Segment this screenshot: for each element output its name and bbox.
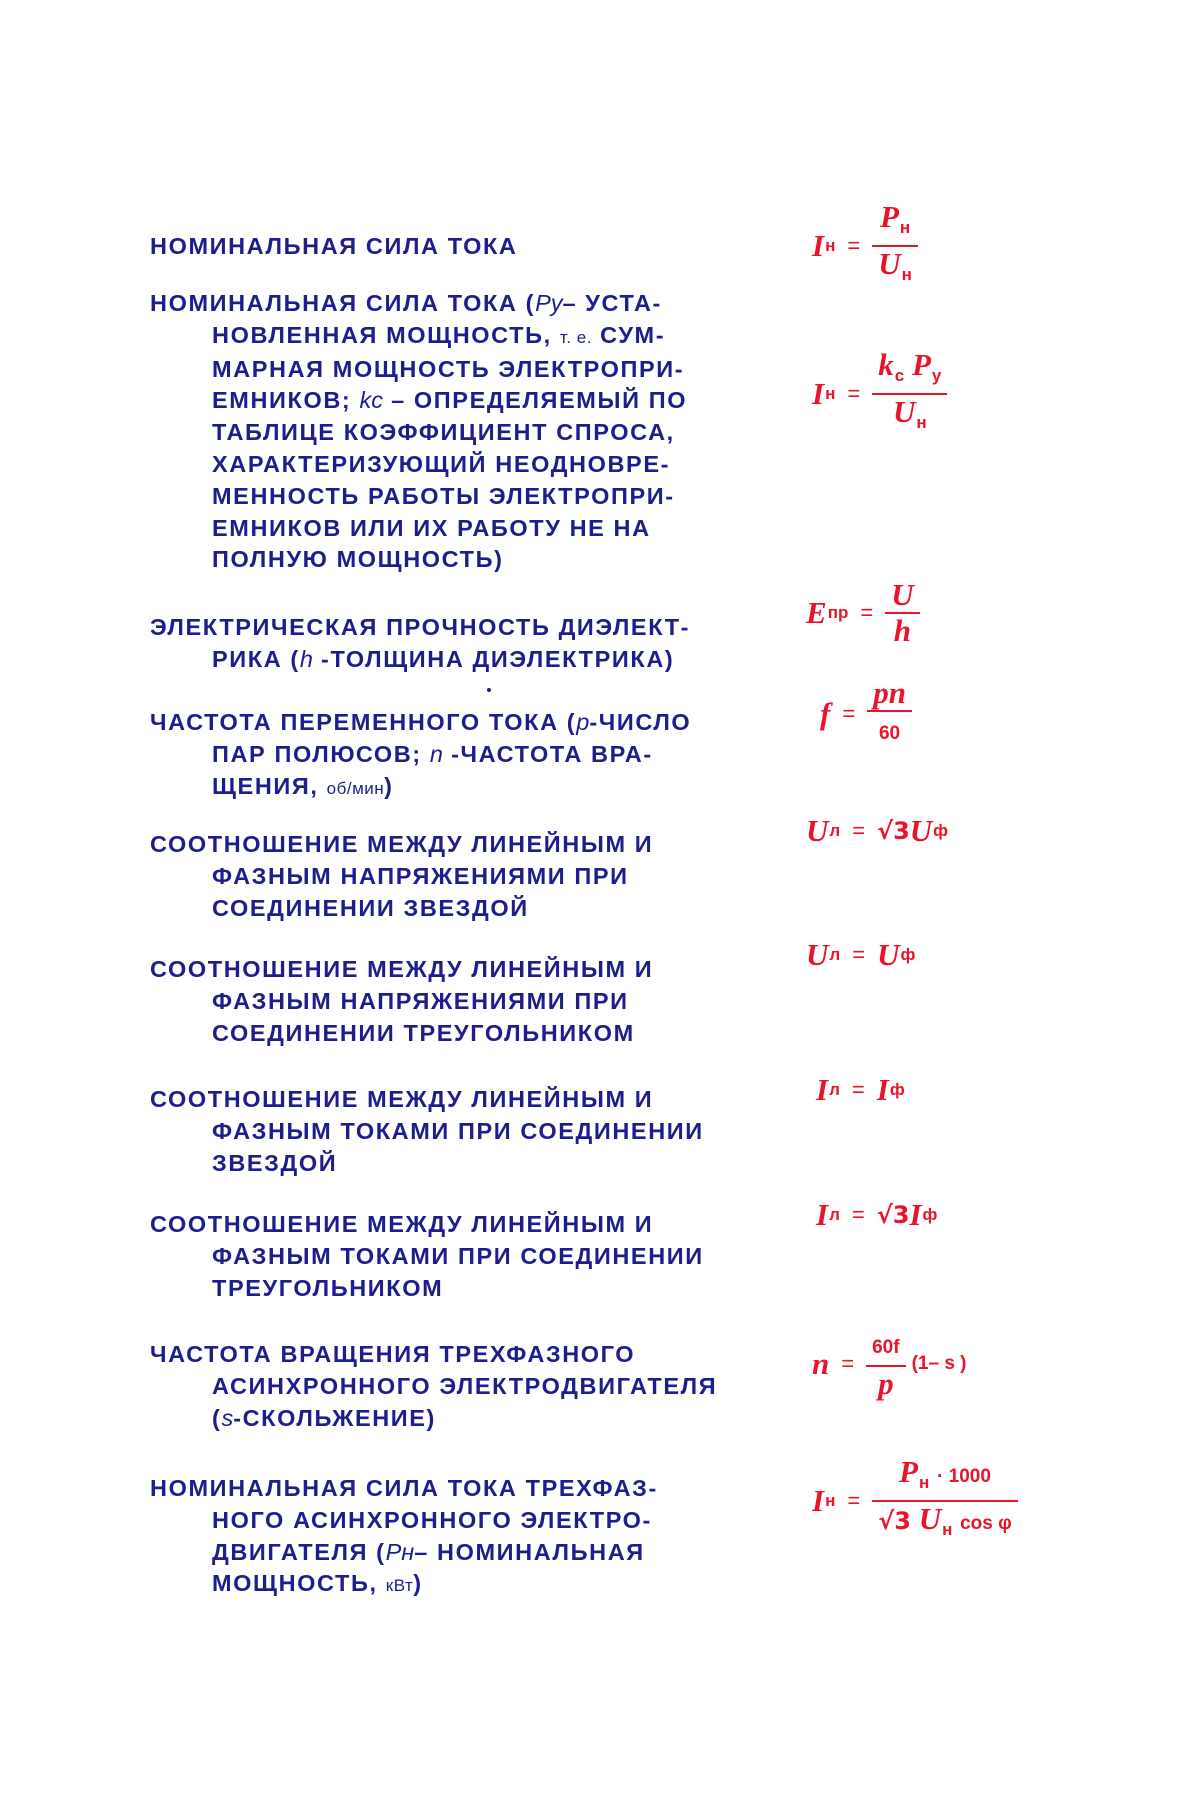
formula-tail: (1– s ) [911,1352,967,1374]
formula-lhs: U [806,813,829,848]
formula-subscript: c [894,366,905,385]
formula-lhs: U [806,937,829,972]
description-line: МАРНАЯ МОЩНОСТЬ ЭЛЕКТРОПРИ- [212,355,685,382]
equals-sign: = [847,1488,861,1513]
formula-motor-speed [812,1326,967,1401]
fraction-denominator [873,712,906,751]
formula-dielectric-strength [806,578,920,648]
text-fragment: ДВИГАТЕЛЯ ( [212,1538,386,1565]
fraction-denominator [872,1367,900,1401]
description-line: ТАБЛИЦЕ КОЭФФИЦИЕНТ СПРОСА, [212,419,675,446]
formula-subscript: н [901,265,912,284]
formula-subscript: ф [922,1205,938,1224]
formula-lhs: n [812,1345,830,1381]
formula-subscript: л [829,1080,840,1099]
symbol-fragment: kc [359,387,383,414]
small-text-fragment: кВт [385,1576,414,1596]
description-line: СООТНОШЕНИЕ МЕЖДУ ЛИНЕЙНЫМ И [150,1086,654,1112]
formula-motor-nominal-current [812,1455,1018,1547]
stray-dot [487,688,491,692]
description-line: СОЕДИНЕНИИ ТРЕУГОЛЬНИКОМ [212,1019,635,1046]
description-line: ФАЗНЫМ ТОКАМИ ПРИ СОЕДИНЕНИИ [212,1242,704,1269]
text-fragment: ( [212,1404,222,1431]
description-line: ФАЗНЫМ НАПРЯЖЕНИЯМИ ПРИ [212,862,629,889]
symbol-fragment: Pн [385,1538,415,1565]
text-fragment: -ЧАСТОТА ВРА- [442,740,653,767]
formula-lhs: I [816,1072,829,1107]
equals-sign: = [841,1350,855,1376]
description-line: СОЕДИНЕНИИ ЗВЕЗДОЙ [212,894,529,921]
denominator-symbol: h [893,613,912,648]
entry-description [150,231,800,263]
equals-sign: = [851,1202,865,1227]
formula-nominal-current-demand [812,348,947,440]
formula-subscript: н [825,1491,836,1510]
formula-subscript: ф [889,1080,905,1099]
description-line: СООТНОШЕНИЕ МЕЖДУ ЛИНЕЙНЫМ И [150,1211,654,1237]
description-line: ФАЗНЫМ ТОКАМИ ПРИ СОЕДИНЕНИИ [212,1117,704,1144]
text-fragment: НОВЛЕННАЯ МОЩНОСТЬ, [212,321,552,348]
entry-description [150,1209,800,1304]
formula-subscript: ф [933,821,949,840]
symbol-fragment: Py [535,290,563,316]
equals-sign: = [847,233,861,258]
denominator-symbol: U [878,246,901,281]
symbol-fragment: p [576,709,590,735]
symbol-fragment: n [429,740,443,767]
entry-description [150,829,800,924]
symbol-fragment: h [299,645,313,672]
formula-lhs: I [816,1197,829,1232]
formula-voltage-delta [806,937,915,973]
numerator-symbol: 60f [872,1337,900,1358]
fraction [885,578,919,648]
text-fragment: – НОМИНАЛЬНАЯ [414,1538,645,1565]
formula-rhs: I [909,1197,922,1232]
description-line: ПОЛНУЮ МОЩНОСТЬ) [212,546,504,573]
formula-subscript: н [942,1520,953,1539]
symbol-fragment: s [221,1404,234,1431]
description-line [150,644,800,676]
text-fragment: -ЧИСЛО [589,709,692,735]
formula-lhs: I [812,1483,825,1518]
small-text-fragment: т. е. [559,327,592,347]
formula-rhs: U [909,813,933,848]
entry-description [150,1473,800,1602]
denominator-symbol: p [878,1366,894,1401]
equals-sign: = [860,600,874,625]
fraction [867,676,912,751]
numerator-symbol: P [879,199,899,234]
numerator-symbol: U [891,577,914,612]
equals-sign: = [852,818,866,843]
text-fragment: ЧАСТОТА ПЕРЕМЕННОГО ТОКА ( [150,709,577,735]
description-line: АСИНХРОННОГО ЭЛЕКТРОДВИГАТЕЛЯ [212,1372,718,1399]
text-fragment: НОМИНАЛЬНАЯ СИЛА ТОКА ( [150,290,536,316]
description-line [150,288,800,320]
fraction-denominator [888,614,917,648]
fraction-numerator [872,348,947,393]
fraction [866,1326,905,1401]
description-line [150,1403,800,1435]
description-line: ЧАСТОТА ВРАЩЕНИЯ ТРЕХФАЗНОГО [150,1341,636,1367]
description-line [150,739,800,771]
description-line [150,385,800,417]
fraction-numerator [885,578,919,612]
denominator-tail: cos φ [960,1513,1012,1534]
entry-description [150,954,800,1049]
formula-subscript: н [916,413,927,432]
text-fragment: – ОПРЕДЕЛЯЕМЫЙ ПО [391,387,688,414]
fraction-numerator [866,1326,905,1365]
fraction-numerator [893,1455,997,1500]
formula-subscript: пр [827,603,849,622]
numerator-symbol: k [878,347,894,382]
square-root-three: √3 [878,1507,911,1535]
text-fragment: СУМ- [600,321,666,348]
text-fragment: – УСТА- [562,290,662,316]
numerator-symbol: P [911,347,931,382]
description-line: МЕННОСТЬ РАБОТЫ ЭЛЕКТРОПРИ- [212,482,675,509]
denominator-symbol: U [918,1501,942,1536]
formula-rhs: I [876,1072,889,1107]
formula-subscript: л [829,821,841,840]
description-line: НОМИНАЛЬНАЯ СИЛА ТОКА ТРЕХФАЗ- [150,1475,658,1501]
formula-ac-frequency [820,676,912,751]
formula-lhs: I [812,228,825,263]
entry-description [150,288,800,576]
text-fragment: ) [384,772,394,799]
description-line: НОГО АСИНХРОННОГО ЭЛЕКТРО- [212,1506,652,1533]
description-line: НОМИНАЛЬНАЯ СИЛА ТОКА [150,233,518,259]
formula-voltage-star [806,813,948,849]
formula-subscript: н [825,384,836,403]
fraction [872,200,918,292]
equals-sign: = [847,381,861,406]
square-root-three: √3 [876,1201,910,1229]
numerator-symbol: P [899,1454,918,1489]
entry-description [150,1084,800,1179]
equals-sign: = [842,700,856,726]
formula-current-star [816,1072,905,1108]
formula-lhs: I [812,376,825,411]
numerator-tail: · 1000 [937,1466,991,1487]
square-root-three: √3 [877,817,910,845]
fraction-numerator [874,200,916,245]
text-fragment: ПАР ПОЛЮСОВ; [212,740,422,767]
text-fragment: -ТОЛЩИНА ДИЭЛЕКТРИКА) [312,645,675,672]
denominator-symbol: 60 [878,723,901,744]
text-fragment: МОЩНОСТЬ, [212,1570,378,1597]
description-line: ФАЗНЫМ НАПРЯЖЕНИЯМИ ПРИ [212,987,629,1014]
formula-subscript: н [899,218,911,237]
denominator-symbol: U [892,394,916,429]
description-line: ЭЛЕКТРИЧЕСКАЯ ПРОЧНОСТЬ ДИЭЛЕКТ- [150,614,691,640]
equals-sign: = [851,1077,865,1102]
description-line: ЗВЕЗДОЙ [212,1149,338,1176]
fraction-numerator [867,676,912,710]
equals-sign: = [852,942,866,967]
entry-description [150,707,800,804]
description-line: СООТНОШЕНИЕ МЕЖДУ ЛИНЕЙНЫМ И [150,831,654,857]
entry-description [150,1339,800,1434]
description-line: ЕМНИКОВ ИЛИ ИХ РАБОТУ НЕ НА [212,514,651,541]
formula-current-delta [816,1197,937,1233]
description-line: ТРЕУГОЛЬНИКОМ [212,1274,444,1301]
formula-subscript: л [829,945,841,964]
formula-subscript: н [825,236,836,255]
entry-description [150,612,800,676]
numerator-symbol: pn [873,675,906,710]
text-fragment: РИКА ( [212,645,300,672]
description-line: ХАРАКТЕРИЗУЮЩИЙ НЕОДНОВРЕ- [212,450,671,477]
fraction-denominator [872,1502,1018,1547]
formula-lhs: f [820,695,831,731]
fraction-denominator [872,247,918,292]
formula-nominal-current [812,200,918,292]
formula-rhs: U [877,937,900,972]
fraction-denominator [887,395,933,440]
small-text-fragment: об/мин [326,778,385,798]
description-line [150,707,800,739]
text-fragment: ЕМНИКОВ; [212,387,352,414]
fraction [872,348,947,440]
description-line: СООТНОШЕНИЕ МЕЖДУ ЛИНЕЙНЫМ И [150,956,654,982]
text-fragment: ) [413,1570,423,1597]
text-fragment: -СКОЛЬЖЕНИЕ) [233,1404,436,1431]
text-fragment: ЩЕНИЯ, [212,772,319,799]
formula-subscript: ф [900,945,916,964]
description-line [150,1568,800,1602]
description-line [150,1537,800,1569]
description-line [150,771,800,805]
formula-subscript: y [931,366,942,385]
formula-subscript: л [829,1205,840,1224]
fraction [872,1455,1018,1547]
description-line [150,320,800,354]
formula-lhs: E [806,595,827,630]
formula-subscript: н [918,1473,930,1492]
